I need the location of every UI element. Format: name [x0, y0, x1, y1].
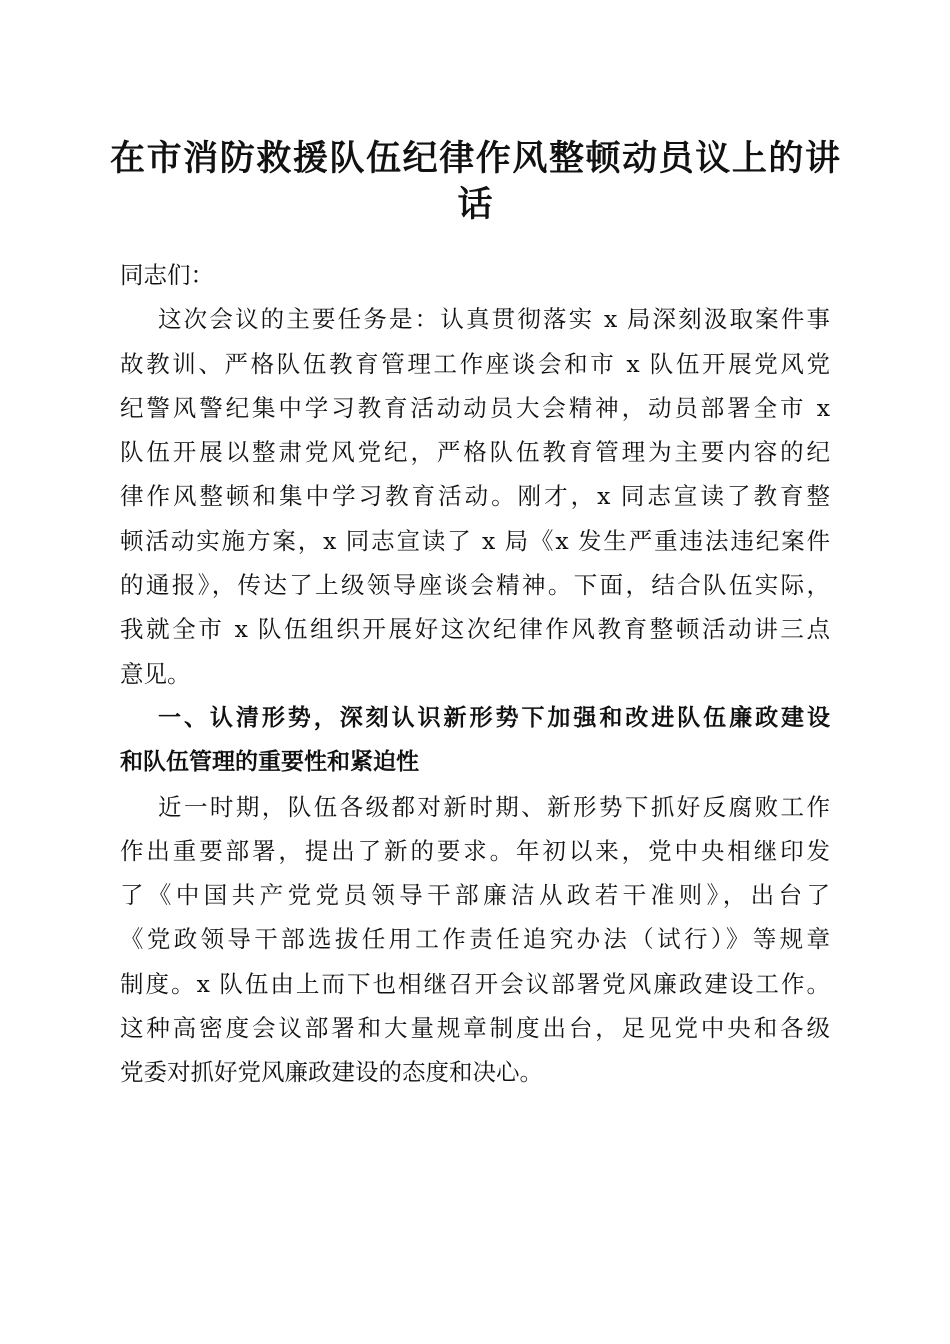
heading-line: 和队伍管理的重要性和紧迫性: [120, 749, 419, 776]
document-body: [120, 253, 830, 1095]
text-line: 顿活动实施方案，x 同志宣读了 x 局《x 发生严重违法违纪案件: [120, 526, 830, 555]
salutation: 同志们：: [120, 261, 214, 289]
title-line: 话: [457, 184, 493, 225]
text-line: 制度。x 队伍由上而下也相继召开会议部署党风廉政建设工作。: [120, 969, 830, 998]
text-line: 《党政领导干部选拔任用工作责任追究办法（试行）》等规章: [120, 925, 830, 954]
text-line: 意见。: [120, 659, 191, 688]
paragraph-2: [120, 785, 830, 1095]
title-line: 在市消防救援队伍纪律作风整顿动员议上的讲: [110, 138, 840, 179]
text-line: 党委对抓好党风廉政建设的态度和决心。: [120, 1058, 543, 1087]
text-line: 队伍开展以整肃党风党纪，严格队伍教育管理为主要内容的纪: [120, 438, 830, 467]
text-line: 的通报》，传达了上级领导座谈会精神。下面，结合队伍实际，: [120, 571, 830, 600]
text-line: 我就全市 x 队伍组织开展好这次纪律作风教育整顿活动讲三点: [120, 615, 830, 644]
text-line: 作出重要部署，提出了新的要求。年初以来，党中央相继印发: [120, 836, 830, 865]
text-line: 这次会议的主要任务是：认真贯彻落实 x 局深刻汲取案件事: [158, 305, 830, 334]
text-line: 这种高密度会议部署和大量规章制度出台，足见党中央和各级: [120, 1014, 830, 1043]
text-line: 了《中国共产党党员领导干部廉洁从政若干准则》，出台了: [120, 881, 830, 910]
heading-line: 一、认清形势，深刻认识新形势下加强和改进队伍廉政建设: [158, 704, 830, 731]
text-line: 纪警风警纪集中学习教育活动动员大会精神，动员部署全市 x: [120, 393, 830, 422]
section-heading-1: [120, 696, 830, 785]
paragraph-1: [120, 297, 830, 696]
text-line: 律作风整顿和集中学习教育活动。刚才，x 同志宣读了教育整: [120, 482, 830, 511]
text-line: 故教训、严格队伍教育管理工作座谈会和市 x 队伍开展党风党: [120, 349, 830, 378]
text-line: 近一时期，队伍各级都对新时期、新形势下抓好反腐败工作: [158, 792, 830, 821]
document-title: [110, 136, 840, 228]
